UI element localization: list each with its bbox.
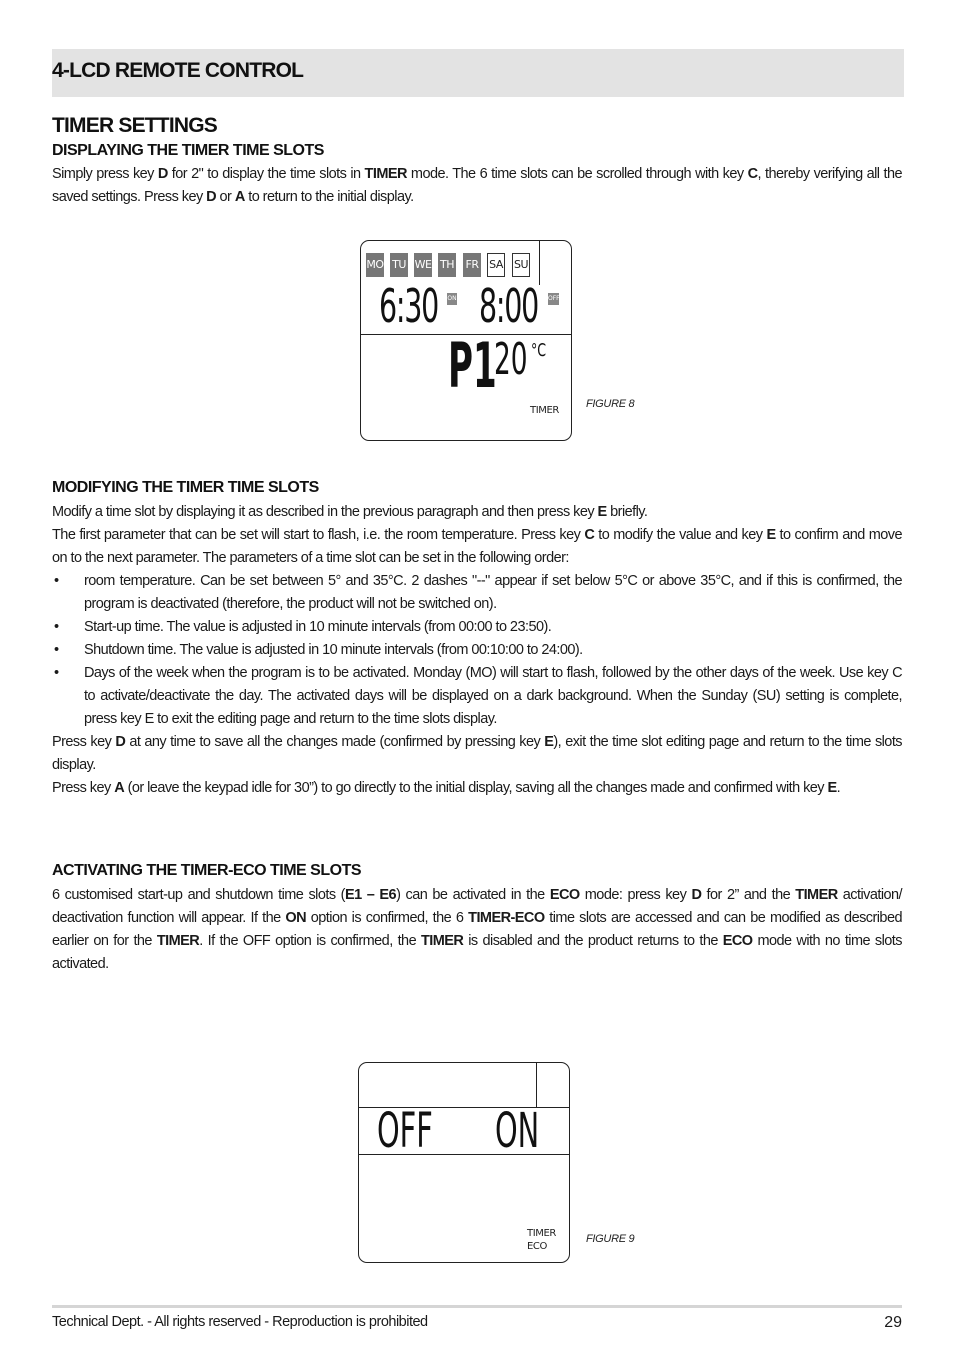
modify-line-1 xyxy=(52,501,902,524)
text: 6 customised start-up and shutdown time slots ( xyxy=(52,887,345,903)
key-label: D xyxy=(691,887,702,903)
text: , thereby verifying all the saved settings. Press key xyxy=(52,166,903,205)
section-title: 4-LCD REMOTE CONTROL xyxy=(52,59,304,82)
modify-line-2 xyxy=(52,524,902,570)
key-label: C xyxy=(584,527,595,543)
on-option: ON xyxy=(495,1103,540,1159)
figure-caption: FIGURE 8 xyxy=(586,398,635,410)
off-option: OFF xyxy=(377,1103,433,1159)
paragraph-modifying xyxy=(52,501,902,800)
mode-line: ECO xyxy=(527,1241,547,1252)
text: time slots are accessed and can be modified as described earlier on for the xyxy=(52,910,902,949)
key-label: E xyxy=(597,504,607,520)
key-label: E xyxy=(827,780,837,796)
start-time: 6:30 xyxy=(379,279,439,333)
mode-label: ECO xyxy=(549,887,580,903)
key-label: D xyxy=(206,189,217,205)
program-number: P1 xyxy=(448,329,497,402)
figure-caption: FIGURE 9 xyxy=(586,1233,635,1245)
slot-range: E1 – E6 xyxy=(344,887,397,903)
modify-line-4 xyxy=(52,777,902,800)
key-label: A xyxy=(234,189,245,205)
mode-label: TIMER-ECO xyxy=(468,910,545,926)
text: is disabled and the product returns to the xyxy=(463,933,723,949)
page-title: TIMER SETTINGS xyxy=(52,114,217,137)
key-label: A xyxy=(114,780,125,796)
temperature-value: 20 xyxy=(494,334,528,385)
text: for 2" to display the time slots in xyxy=(167,166,365,182)
mode-label: TIMER xyxy=(795,887,838,903)
list-item: • Start-up time. The value is adjusted in 10 minute intervals (from 00:00 to 23:50). xyxy=(52,616,902,639)
text: ) can be activated in the xyxy=(396,887,550,903)
day-indicator-sa: SA xyxy=(487,253,505,277)
day-indicator-mo: MO xyxy=(366,253,384,277)
text: to return to the initial display. xyxy=(244,189,414,205)
key-label: E xyxy=(766,527,776,543)
day-indicator-tu: TU xyxy=(390,253,408,277)
text: mode with no time slots activated. xyxy=(52,933,902,972)
heading-timer-eco: ACTIVATING THE TIMER-ECO TIME SLOTS xyxy=(52,862,362,879)
text: activation/ deactivation function will appear. If the xyxy=(52,887,903,926)
mode-label: TIMER xyxy=(420,933,464,949)
mode-label: TIMER xyxy=(364,166,407,182)
text: at any time to save all the changes made (confirmed by pressing key xyxy=(125,734,545,750)
lcd-display-figure9 xyxy=(358,1062,570,1263)
text: The first parameter that can be set will start to flash, i.e. the room temperature. Press key xyxy=(52,527,585,543)
option-label: ON xyxy=(285,910,307,926)
paragraph-timer-eco xyxy=(52,884,902,976)
paragraph-displaying xyxy=(52,163,902,209)
text: . If the OFF option is confirmed, the xyxy=(199,933,421,949)
parameter-list xyxy=(52,570,902,731)
text: for 2” and the xyxy=(701,887,796,903)
lcd-divider xyxy=(536,1063,537,1107)
key-label: C xyxy=(747,166,758,182)
day-indicator-we: WE xyxy=(414,253,432,277)
mode-line: TIMER xyxy=(527,1228,556,1239)
list-item: • Days of the week when the program is to be activated. Monday (MO) will start to flash, followed by the other days of the week. Use key C to activate/deactivate the day. The activated days will be displayed on a dark background. When the Sunday (SU) setting is complete, press key E to exit the editing page and return to the time slots display. xyxy=(52,662,902,731)
text: Press key xyxy=(52,780,115,796)
text: to modify the value and key xyxy=(594,527,767,543)
on-tag: ON xyxy=(447,293,457,305)
modify-line-3 xyxy=(52,731,902,777)
day-indicator-th: TH xyxy=(438,253,456,277)
text: (or leave the keypad idle for 30”) to go directly to the initial display, saving all the changes made and confirmed with key xyxy=(124,780,828,796)
text: mode. The 6 time slots can be scrolled through with key xyxy=(406,166,748,182)
mode-indicator xyxy=(527,1227,556,1253)
heading-modifying: MODIFYING THE TIMER TIME SLOTS xyxy=(52,479,319,496)
text: Press key xyxy=(52,734,116,750)
temperature-unit: °C xyxy=(531,340,547,361)
off-tag: OFF xyxy=(548,293,559,305)
text: option is confirmed, the 6 xyxy=(306,910,469,926)
footer-rule xyxy=(52,1305,902,1308)
lcd-display-figure8 xyxy=(360,240,572,441)
end-time: 8:00 xyxy=(479,279,539,333)
heading-displaying: DISPLAYING THE TIMER TIME SLOTS xyxy=(52,142,324,159)
page-number: 29 xyxy=(884,1314,902,1331)
section-header-bar xyxy=(52,49,904,97)
day-indicator-su: SU xyxy=(512,253,530,277)
list-item: • room temperature. Can be set between 5° and 35°C. 2 dashes "--" appear if set below 5°C or above 35°C, and if this is confirmed, the program is deactivated (therefore, the product will not be switched on). xyxy=(52,570,902,616)
text: Modify a time slot by displaying it as described in the previous paragraph and then press key xyxy=(52,504,598,520)
mode-label: ECO xyxy=(722,933,753,949)
text: to confirm and move on to the next parameter. The parameters of a time slot can be set in the following order: xyxy=(52,527,902,566)
day-indicator-fr: FR xyxy=(463,253,481,277)
key-label: D xyxy=(157,166,168,182)
text: . xyxy=(836,780,841,796)
key-label: D xyxy=(115,734,126,750)
mode-indicator: TIMER xyxy=(530,405,559,416)
footer-text: Technical Dept. - All rights reserved - Reproduction is prohibited xyxy=(52,1314,428,1330)
list-item: • Shutdown time. The value is adjusted in 10 minute intervals (from 00:10:00 to 24:00). xyxy=(52,639,902,662)
lcd-divider xyxy=(539,241,540,285)
text: mode: press key xyxy=(579,887,692,903)
text: Simply press key xyxy=(52,166,158,182)
key-label: E xyxy=(544,734,554,750)
mode-label: TIMER xyxy=(156,933,200,949)
text: or xyxy=(216,189,235,205)
text: ), exit the time slot editing page and return to the time slots display. xyxy=(52,734,903,773)
text: briefly. xyxy=(606,504,648,520)
